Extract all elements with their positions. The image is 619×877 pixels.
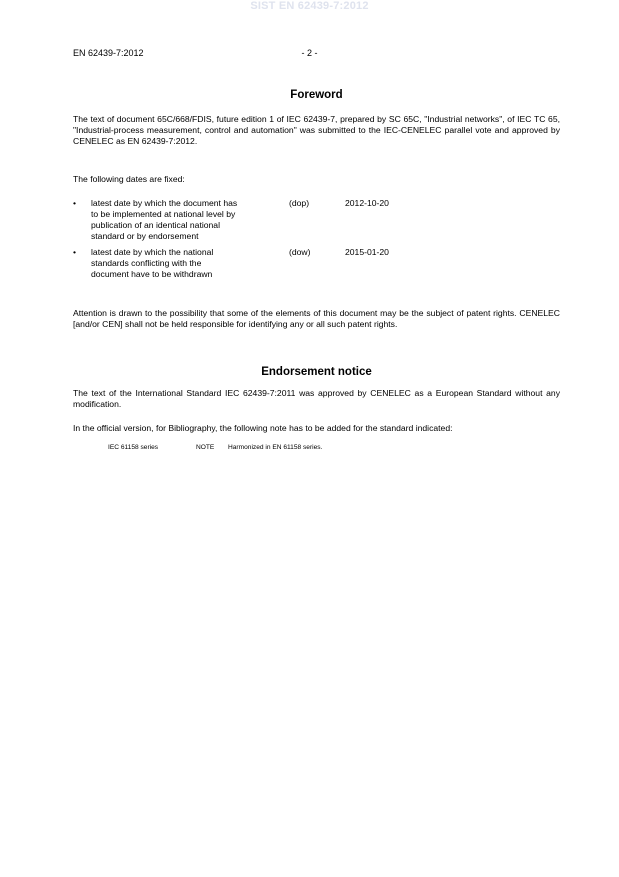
date-code: (dop) (289, 198, 310, 208)
foreword-title: Foreword (290, 89, 343, 101)
date-value: 2015-01-20 (345, 247, 389, 257)
note-standard: IEC 61158 series (108, 444, 159, 451)
endorsement-paragraph-2: In the official version, for Bibliography, the following note has to be added for the standard indicated: (73, 423, 453, 433)
date-description-line: document have to be withdrawn (91, 269, 213, 279)
date-description-line: publication of an identical national (91, 220, 220, 230)
watermark: SIST EN 62439-7:2012 (250, 0, 369, 12)
bullet: • (73, 247, 77, 257)
foreword-paragraph-1: The text of document 65C/668/FDIS, future edition 1 of IEC 62439-7, prepared by SC 65C, "Industrial networks", of IEC TC 65, "Industrial-process measurement, control and automation" was submitted to the IEC-CENELEC parallel vote and approved by CENELEC as EN 62439-7:2012. (73, 114, 560, 146)
date-description-line: to be implemented at national level by (91, 209, 236, 219)
date-item-dop (73, 198, 560, 247)
date-description (91, 198, 273, 242)
page-number: - 2 - (301, 48, 318, 58)
document-id: EN 62439-7:2012 (73, 48, 144, 58)
note-text: Harmonized in EN 61158 series. (228, 444, 323, 451)
dates-list (73, 198, 560, 287)
bullet: • (73, 198, 77, 208)
date-value: 2012-10-20 (345, 198, 389, 208)
endorsement-paragraph-1: The text of the International Standard IEC 62439-7:2011 was approved by CENELEC as a European Standard without any modification. (73, 388, 560, 409)
dates-intro: The following dates are fixed: (73, 174, 185, 184)
date-code: (dow) (289, 247, 311, 257)
date-description-line: latest date by which the document has (91, 198, 238, 208)
foreword-paragraph-2: Attention is drawn to the possibility that some of the elements of this document may be the subject of patent rights. CENELEC [and/or CEN] shall not be held responsible for identifying any or all such patent rights. (73, 308, 560, 329)
date-description-line: standard or by endorsement (91, 231, 199, 241)
endorsement-title: Endorsement notice (261, 366, 372, 378)
date-description-line: latest date by which the national (91, 247, 214, 257)
note-label: NOTE (196, 444, 215, 451)
date-item-dow (73, 247, 560, 287)
date-description-line: standards conflicting with the (91, 258, 202, 268)
date-description (91, 247, 273, 280)
